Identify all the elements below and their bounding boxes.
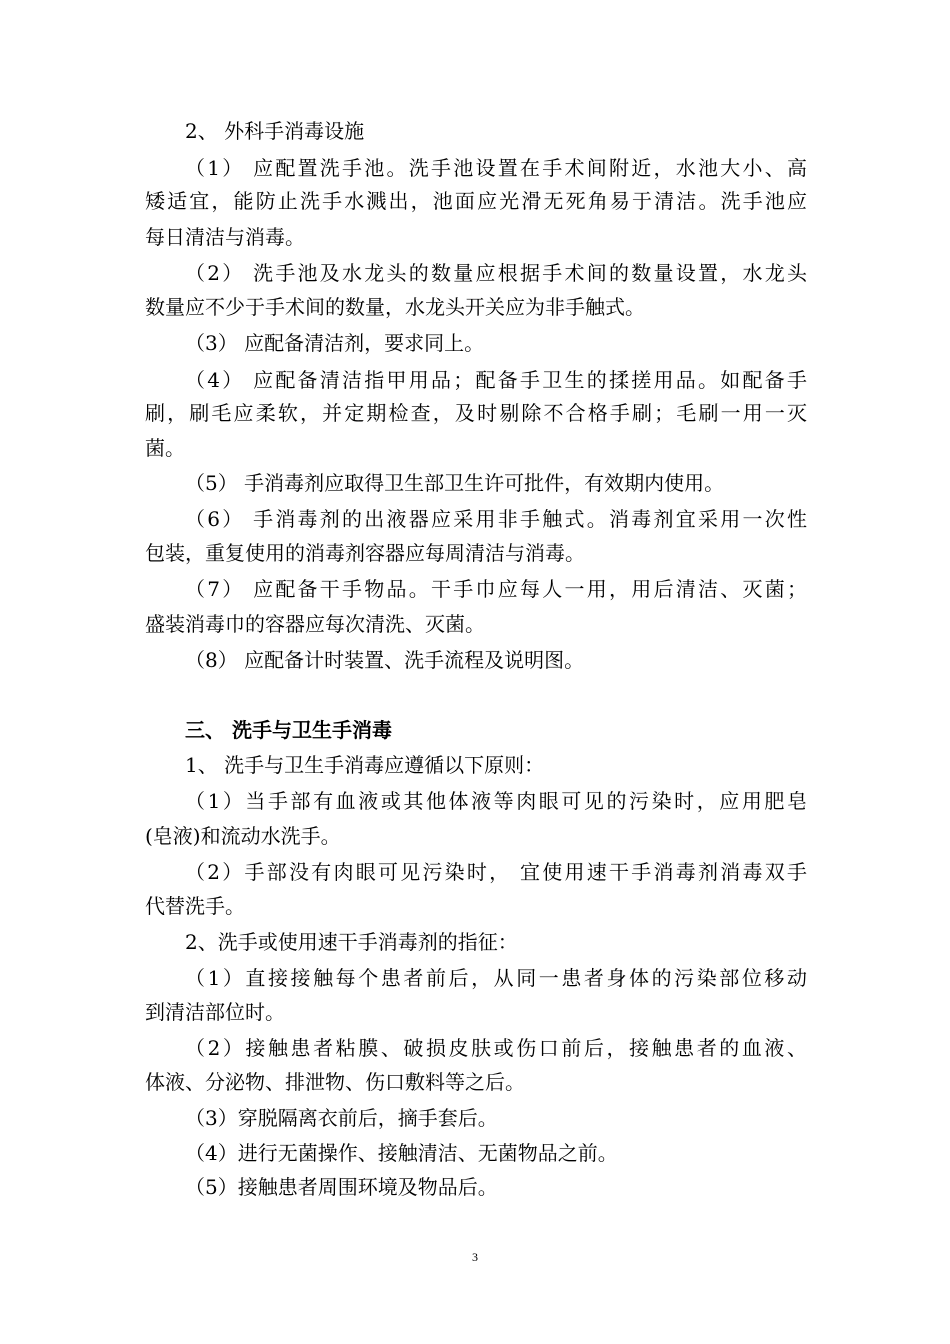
section2-item3: （3） 应配备清洁剂，要求同上。 — [185, 331, 485, 355]
section3-heading: 三、 洗手与卫生手消毒 — [185, 718, 392, 742]
section2-item6-line1: （6） 手消毒剂的出液器应采用非手触式。消毒剂宜采用一次性 — [185, 507, 807, 531]
section2-item5: （5） 手消毒剂应取得卫生部卫生许可批件，有效期内使用。 — [185, 471, 725, 495]
section2-item1-line1: （1） 应配置洗手池。洗手池设置在手术间附近，水池大小、高 — [185, 156, 807, 180]
section3-sub1-heading: 1、 洗手与卫生手消毒应遵循以下原则： — [185, 753, 545, 777]
section2-item2-line1: （2） 洗手池及水龙头的数量应根据手术间的数量设置，水龙头 — [185, 261, 807, 285]
section3-sub1-item2-line2: 代替洗手。 — [145, 894, 245, 918]
section2-item6-line2: 包装，重复使用的消毒剂容器应每周清洁与消毒。 — [145, 541, 585, 565]
section3-sub2-item5: （5）接触患者周围环境及物品后。 — [185, 1175, 498, 1199]
section3-sub2-heading: 2、洗手或使用速干手消毒剂的指征： — [185, 930, 518, 954]
section3-sub1-item2-line1: （2）手部没有肉眼可见污染时， 宜使用速干手消毒剂消毒双手 — [185, 860, 807, 884]
section2-item1-line2: 矮适宜，能防止洗手水溅出，池面应光滑无死角易于清洁。洗手池应 — [145, 189, 807, 213]
section3-sub1-item1-line2: (皂液)和流动水洗手。 — [145, 824, 341, 848]
section2-heading: 2、 外科手消毒设施 — [185, 119, 365, 143]
section3-sub2-item1-line2: 到清洁部位时。 — [145, 1000, 285, 1024]
section2-item1-line3: 每日清洁与消毒。 — [145, 225, 305, 249]
page-number: 3 — [472, 1250, 478, 1264]
section2-item4-line2: 刷，刷毛应柔软，并定期检查，及时剔除不合格手刷；毛刷一用一灭 — [145, 401, 807, 425]
section3-sub2-item4: （4）进行无菌操作、接触清洁、无菌物品之前。 — [185, 1141, 618, 1165]
section2-item7-line1: （7） 应配备干手物品。干手巾应每人一用，用后清洁、灭菌； — [185, 577, 807, 601]
section3-sub1-item1-line1: （1）当手部有血液或其他体液等肉眼可见的污染时，应用肥皂 — [185, 789, 807, 813]
section2-item4-line3: 菌。 — [145, 436, 185, 460]
section3-sub2-item2-line1: （2）接触患者粘膜、破损皮肤或伤口前后，接触患者的血液、 — [185, 1036, 807, 1060]
section3-sub2-item1-line1: （1）直接接触每个患者前后，从同一患者身体的污染部位移动 — [185, 966, 807, 990]
section2-item4-line1: （4） 应配备清洁指甲用品；配备手卫生的揉搓用品。如配备手 — [185, 368, 807, 392]
section2-item2-line2: 数量应不少于手术间的数量，水龙头开关应为非手触式。 — [145, 295, 645, 319]
section2-item7-line2: 盛装消毒巾的容器应每次清洗、灭菌。 — [145, 612, 485, 636]
section2-item8: （8） 应配备计时装置、洗手流程及说明图。 — [185, 648, 585, 672]
section3-sub2-item3: （3）穿脱隔离衣前后，摘手套后。 — [185, 1106, 498, 1130]
section3-sub2-item2-line2: 体液、分泌物、排泄物、伤口敷料等之后。 — [145, 1070, 525, 1094]
